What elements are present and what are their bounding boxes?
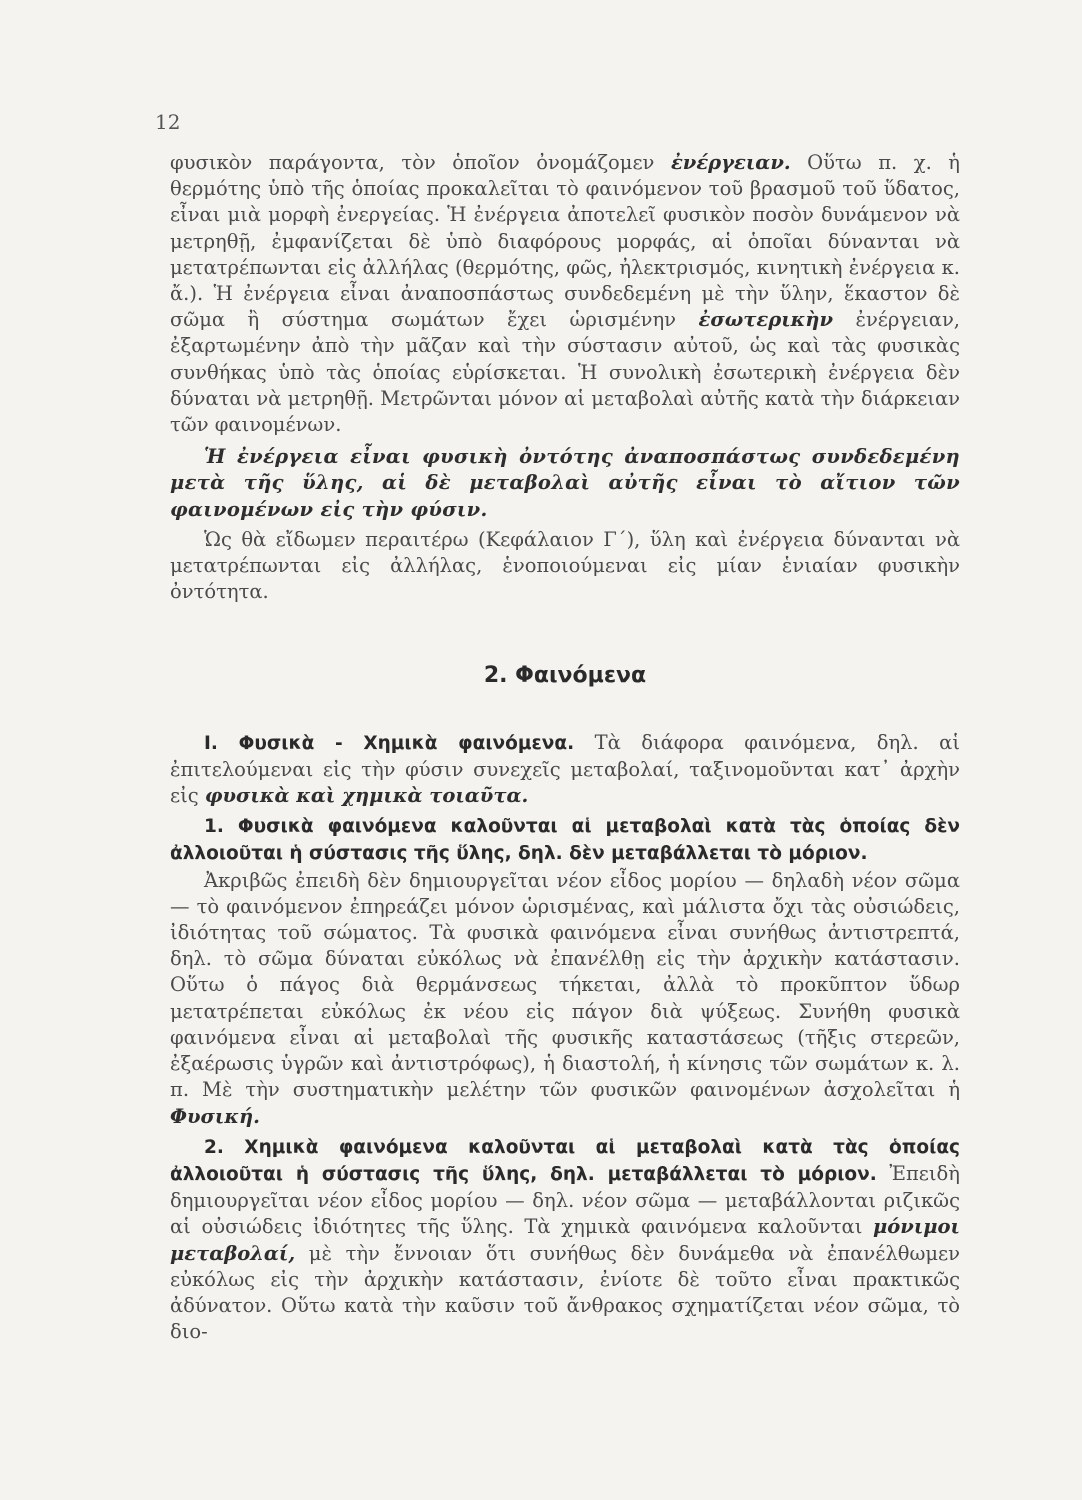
section-title: 2. Φαινόμενα <box>483 663 647 689</box>
conversion-paragraph: Ὡς θὰ εἴδωμεν περαιτέρω (Κεφάλαιον Γ΄), ὕλη καὶ ἐνέργεια δύνανται νὰ μετατρέπωνται εἰς ἀλλήλας, ἑνοποιούμεναι εἰς μίαν ἑνιαίαν φυσικὴν ὀντότητα. <box>170 527 960 604</box>
emphasis-physical-chemical: φυσικὰ καὶ χημικὰ τοιαῦτα. <box>204 784 529 808</box>
text-run: Οὕτω π. χ. ἡ θερμότης ὑπὸ τῆς ὁποίας προκαλεῖται τὸ φαινόμενον τοῦ βρασμοῦ τοῦ ὕδατος, εἶναι μιὰ μορφὴ ἐνεργείας. Ἡ ἐνέργεια ἀποτελεῖ φυσικὸν ποσὸν δυνάμενον νὰ μετρηθῇ, ἐμφανίζεται δὲ ὑπὸ διαφόρους μορφάς, αἱ ὁποῖαι δύνανται νὰ μετατρέπωνται εἰς ἀλλήλας (θερμότης, φῶς, ἠλεκτρισμός, κινητικὴ ἐνέργεια κ. ἄ.). Ἡ ἐνέργεια εἶναι ἀναποσπάστως συνδεδεμένη μὲ τὴν ὕλην, ἕκαστον δὲ σῶμα ἢ σύστημα σωμάτων ἔχει ὡρισμένην <box>170 151 960 332</box>
subsection-paragraph <box>170 730 960 810</box>
physical-paragraph <box>170 868 960 1130</box>
text-run: Ἐπειδὴ δημιουργεῖται νέον εἶδος μορίου — δηλ. νέον σῶμα — μεταβάλλονται ριζικῶς αἱ οὐσιώδεις ἰδιότητες τῆς ὕλης. Τὰ χημικὰ φαινόμενα καλοῦνται <box>170 1161 960 1239</box>
text-run: ἐνέργειαν, ἐξαρτωμένην ἀπὸ τὴν μᾶζαν καὶ τὴν σύστασιν αὐτοῦ, ὡς καὶ τὰς φυσικὰς συνθήκας ὑπὸ τὰς ὁποίας εὑρίσκεται. Ἡ συνολικὴ ἐσωτερικὴ ἐνέργεια δὲν δύναται νὰ μετρηθῇ. Μετρῶνται μόνον αἱ μεταβολαὶ αὐτῆς κατὰ τὴν διάρκειαν τῶν φαινομένων. <box>170 308 960 437</box>
physical-heading <box>170 813 960 867</box>
text-run: Ἀκριβῶς ἐπειδὴ δὲν δημιουργεῖται νέον εἶδος μορίου — δηλαδὴ νέον σῶμα — τὸ φαινόμενον ἐπηρεάζει μόνον ὡρισμένας, καὶ μάλιστα ὄχι τὰς οὐσιώδεις, ἰδιότητας τοῦ σώματος. Τὰ φυσικὰ φαινόμενα εἶναι συνήθως ἀντιστρεπτά, δηλ. τὸ σῶμα δύναται εὐκόλως νὰ ἐπανέλθῃ εἰς τὴν ἀρχικὴν κατάστασιν. Οὕτω ὁ πάγος διὰ θερμάνσεως τήκεται, ἀλλὰ τὸ προκῦπτον ὕδωρ μετατρέπεται εὐκόλως ἐκ νέου εἰς πάγον διὰ ψύξεως. Συνήθη φυσικὰ φαινόμενα εἶναι αἱ μεταβολαὶ τῆς φυσικῆς καταστάσεως (τῆξις στερεῶν, ἐξαέρωσις ὑγρῶν καὶ ἀντιστρόφως), ἡ διαστολή, ἡ κίνησις τῶν σωμάτων κ. λ. π. Μὲ τὴν συστηματικὴν μελέτην τῶν φυσικῶν φαινομένων ἀσχολεῖται ἡ <box>170 868 960 1102</box>
body-text <box>170 150 960 1345</box>
text-run: φυσικὸν παράγοντα, τὸν ὁποῖον ὀνομάζομεν <box>170 151 671 174</box>
chemical-paragraph <box>170 1134 960 1346</box>
page-number: 12 <box>155 110 181 134</box>
emphasis-physics: Φυσική. <box>170 1104 260 1128</box>
emphasis-energy: ἐνέργειαν. <box>670 151 791 174</box>
item1-heading: 1. Φυσικὰ φαινόμενα καλοῦνται αἱ μεταβολαὶ κατὰ τὰς ὁποίας δὲν ἀλλοιοῦται ἡ σύστασις τῆς ὕλης, δηλ. δὲν μεταβάλλεται τὸ μόριον. <box>170 816 960 865</box>
item2-heading: 2. Χημικὰ φαινόμενα καλοῦνται αἱ μεταβολαὶ κατὰ τὰς ὁποίας ἀλλοιοῦται ἡ σύστασις τῆς ὕλης, δηλ. μεταβάλλεται τὸ μόριον. <box>170 1136 960 1185</box>
energy-paragraph <box>170 150 960 438</box>
text-run: Τὰ διάφορα φαινόμενα, δηλ. αἱ ἐπιτελούμεναι εἰς τὴν φύσιν συνεχεῖς μεταβολαί, ταξινομοῦνται κατ᾿ ἀρχὴν εἰς <box>170 730 960 808</box>
emphasis-internal: ἐσωτερικὴν <box>698 308 834 332</box>
subsection-heading: I. Φυσικὰ - Χημικὰ φαινόμενα. <box>204 732 575 754</box>
text-run: μὲ τὴν ἔννοιαν ὅτι συνήθως δὲν δυνάμεθα νὰ ἐπανέλθωμεν εὐκόλως εἰς τὴν ἀρχικὴν κατάστασιν, ἐνίοτε δὲ τοῦτο εἶναι πρακτικῶς ἀδύνατον. Οὕτω κατὰ τὴν καῦσιν τοῦ ἄνθρακος σχηματίζεται νέον σῶμα, τὸ διο- <box>170 1241 960 1344</box>
emphasis-permanent: μόνιμοι μεταβολαί, <box>170 1215 960 1265</box>
thesis-statement: Ἡ ἐνέργεια εἶναι φυσικὴ ὀντότης ἀναποσπάστως συνδεδεμένη μετὰ τῆς ὕλης, αἱ δὲ μεταβολαὶ αὐτῆς εἶναι τὸ αἴτιον τῶν φαινομένων εἰς τὴν φύσιν. <box>170 445 960 521</box>
